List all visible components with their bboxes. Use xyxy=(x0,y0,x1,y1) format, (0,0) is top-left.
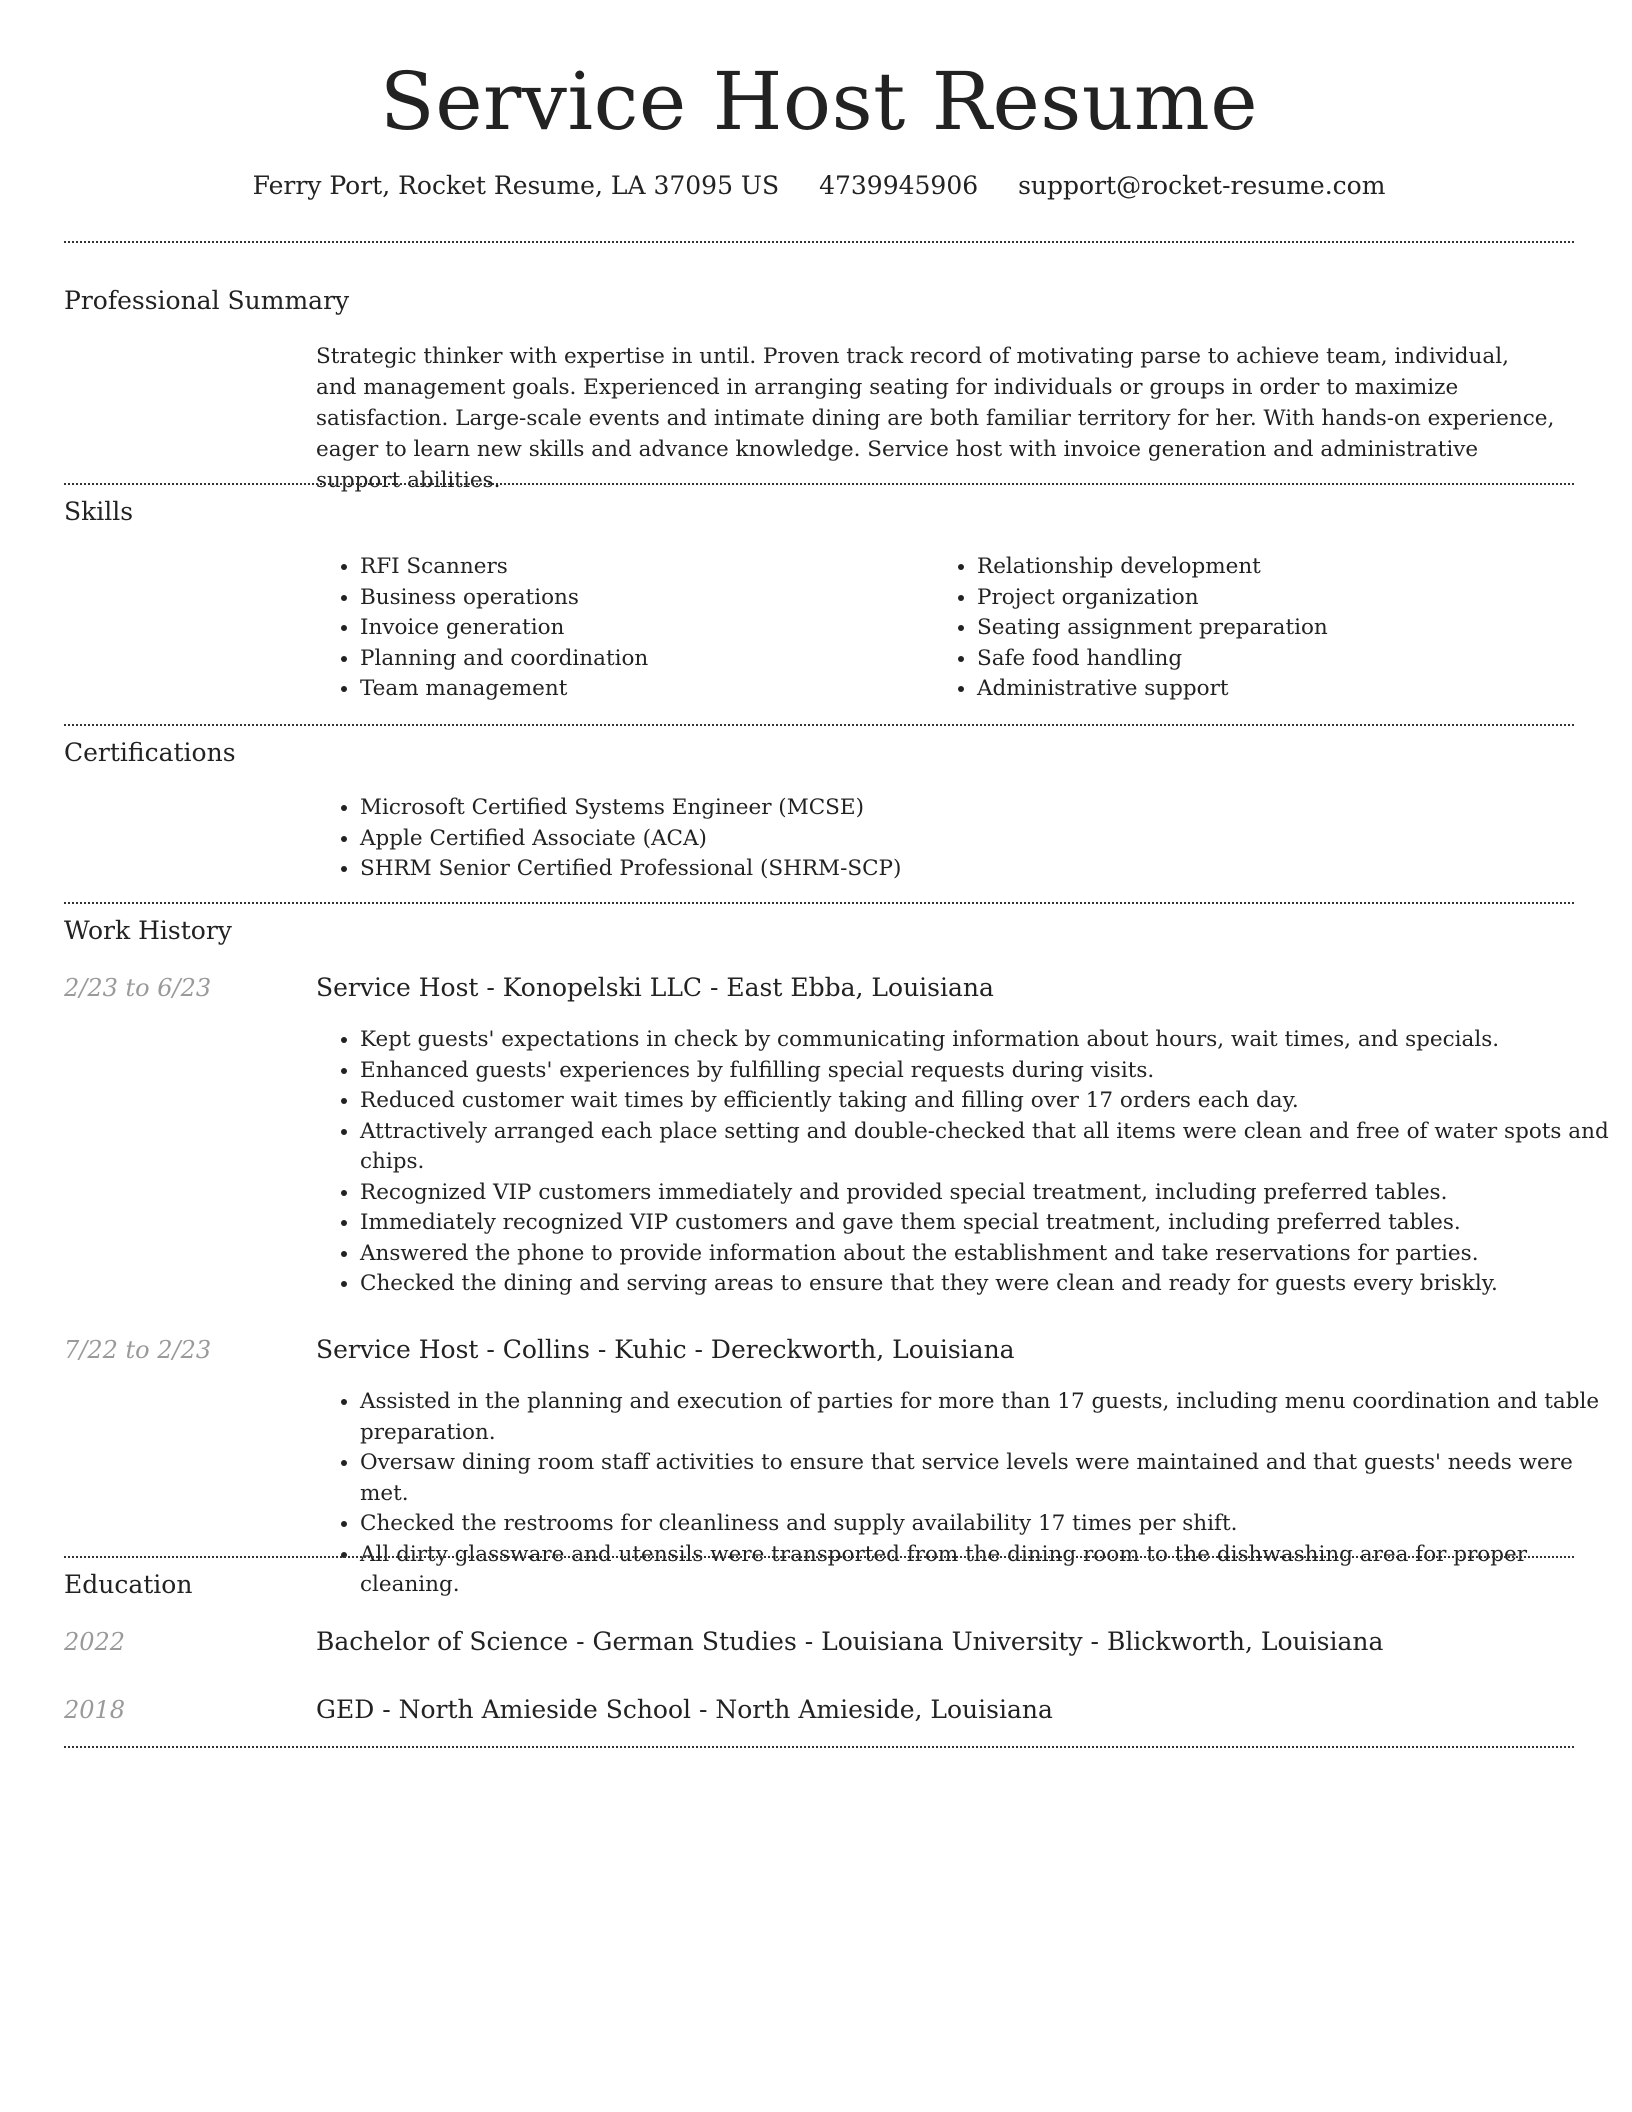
skill-item: • Safe food handling xyxy=(977,644,1577,675)
job-bullet: • Enhanced guests' experiences by fulfilling special requests during visits. xyxy=(360,1056,1620,1087)
resume-title: Service Host Resume xyxy=(379,55,1259,148)
job-bullets xyxy=(316,1025,1620,1300)
skill-item: • Team management xyxy=(360,674,920,705)
job-bullet: • Answered the phone to provide information about the establishment and take reservations for parties. xyxy=(360,1239,1620,1270)
education-year: 2018 xyxy=(64,1696,126,1724)
divider xyxy=(64,1556,1574,1558)
job-bullet: • Oversaw dining room staff activities to ensure that service levels were maintained and that guests' needs were met. xyxy=(360,1448,1620,1509)
skill-item: • Administrative support xyxy=(977,674,1577,705)
contact-address: Ferry Port, Rocket Resume, LA 37095 US xyxy=(252,171,780,200)
skills-list-left xyxy=(316,552,920,705)
job-dates: 2/23 to 6/23 xyxy=(64,974,212,1002)
summary-text: Strategic thinker with expertise in until. Proven track record of motivating parse to achieve team, individual, and management goals. Experienced in arranging seating for individuals or groups in order to maximize satisfaction. Large-scale events and intimate dining are both familiar territory for her. With hands-on experience, eager to learn new skills and advance knowledge. Service host with invoice generation and administrative support abilities. xyxy=(316,344,1555,493)
education-entry: GED - North Amieside School - North Amieside, Louisiana xyxy=(316,1695,1053,1724)
skills-heading: Skills xyxy=(64,497,134,526)
skills-list-right xyxy=(933,552,1577,705)
divider xyxy=(64,483,1574,485)
job-bullet: • Checked the dining and serving areas to ensure that they were clean and ready for guests every briskly. xyxy=(360,1269,1620,1300)
certifications-heading: Certifications xyxy=(64,738,236,767)
skill-item: • Seating assignment preparation xyxy=(977,613,1577,644)
job-bullet: • Checked the restrooms for cleanliness and supply availability 17 times per shift. xyxy=(360,1509,1620,1540)
skill-item: • Project organization xyxy=(977,583,1577,614)
divider xyxy=(64,1746,1574,1748)
education-heading: Education xyxy=(64,1570,193,1599)
job-title: Service Host - Collins - Kuhic - Dereckworth, Louisiana xyxy=(316,1335,1015,1364)
job-bullets xyxy=(316,1387,1620,1601)
certifications-list xyxy=(316,793,1600,885)
certification-item: • Microsoft Certified Systems Engineer (MCSE) xyxy=(360,793,1600,824)
education-year: 2022 xyxy=(64,1628,126,1656)
job-bullet: • Kept guests' expectations in check by communicating information about hours, wait times, and specials. xyxy=(360,1025,1620,1056)
certification-item: • SHRM Senior Certified Professional (SHRM-SCP) xyxy=(360,854,1600,885)
skill-item: • Business operations xyxy=(360,583,920,614)
skill-item: • RFI Scanners xyxy=(360,552,920,583)
skill-item: • Invoice generation xyxy=(360,613,920,644)
job-bullet: • All dirty glassware and utensils were transported from the dining room to the dishwashing area for proper cleaning. xyxy=(360,1540,1620,1601)
contact-line xyxy=(64,168,1574,204)
divider xyxy=(64,902,1574,904)
work-heading: Work History xyxy=(64,916,232,945)
job-bullet: • Attractively arranged each place setting and double-checked that all items were clean and free of water spots and chips. xyxy=(360,1117,1620,1178)
skill-item: • Relationship development xyxy=(977,552,1577,583)
job-bullet: • Immediately recognized VIP customers and gave them special treatment, including preferred tables. xyxy=(360,1208,1620,1239)
contact-email: support@rocket-resume.com xyxy=(1018,171,1386,200)
job-dates: 7/22 to 2/23 xyxy=(64,1336,212,1364)
job-title: Service Host - Konopelski LLC - East Ebba, Louisiana xyxy=(316,973,994,1002)
divider xyxy=(64,241,1574,243)
education-entry: Bachelor of Science - German Studies - Louisiana University - Blickworth, Louisiana xyxy=(316,1627,1384,1656)
divider xyxy=(64,724,1574,726)
contact-phone: 4739945906 xyxy=(819,171,979,200)
certification-item: • Apple Certified Associate (ACA) xyxy=(360,824,1600,855)
job-bullet: • Assisted in the planning and execution of parties for more than 17 guests, including menu coordination and table preparation. xyxy=(360,1387,1620,1448)
summary-heading: Professional Summary xyxy=(64,286,350,315)
job-bullet: • Reduced customer wait times by efficiently taking and filling over 17 orders each day. xyxy=(360,1086,1620,1117)
skill-item: • Planning and coordination xyxy=(360,644,920,675)
job-bullet: • Recognized VIP customers immediately and provided special treatment, including preferred tables. xyxy=(360,1178,1620,1209)
